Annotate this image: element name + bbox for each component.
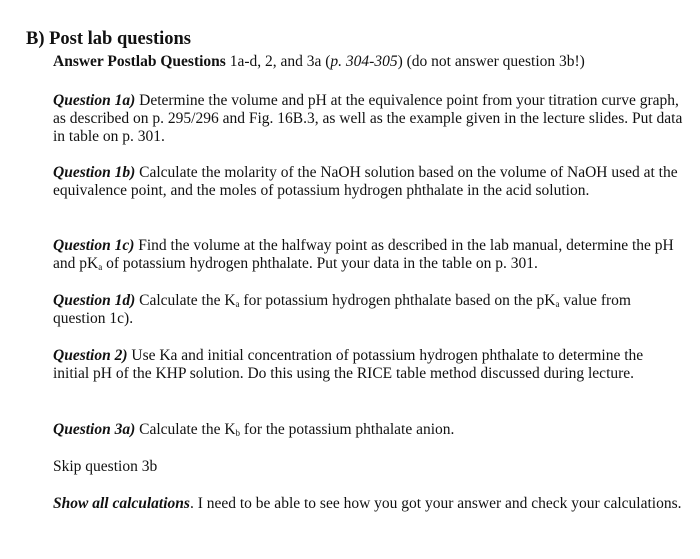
question-3a-label: Question 3a) <box>53 421 136 438</box>
question-3a <box>53 421 683 439</box>
question-1d-label: Question 1d) <box>53 292 136 309</box>
intro-page-ref: p. 304-305 <box>330 53 398 70</box>
question-1d <box>53 292 683 328</box>
question-1c <box>53 237 683 273</box>
question-3a-text-2: for the potassium phthalate anion. <box>240 421 455 438</box>
question-1a-text: Determine the volume and pH at the equivalence point from your titration curve graph, as described on p. 295/296 and Fig. 16B.3, as well as the example given in the lecture slides. Put data in table on p. 301. <box>53 92 683 145</box>
question-1d-subscript-1: a <box>235 299 240 309</box>
question-1b-label: Question 1b) <box>53 164 136 181</box>
question-3a-text-1: Calculate the K <box>135 421 236 438</box>
intro-text-1: 1a-d, 2, and 3a ( <box>225 53 331 70</box>
question-2 <box>53 347 683 383</box>
question-1c-text-1: Find the volume at the halfway point as described in the lab manual, determine the pH and pK <box>53 237 674 272</box>
question-3a-subscript: b <box>235 428 241 438</box>
question-1c-text-2: of potassium hydrogen phthalate. Put your data in the table on p. 301. <box>102 255 538 272</box>
intro-lead: Answer Postlab Questions <box>53 53 226 70</box>
footer-instruction <box>53 495 683 513</box>
intro-paragraph <box>53 53 683 71</box>
question-1a <box>53 92 683 146</box>
skip-note <box>53 458 683 476</box>
intro-text-2: ) (do not answer question 3b!) <box>397 53 585 70</box>
question-1c-label: Question 1c) <box>53 237 135 254</box>
question-2-label: Question 2) <box>53 347 128 364</box>
question-1d-text-1: Calculate the K <box>135 292 236 309</box>
question-2-text: Use Ka and initial concentration of potassium hydrogen phthalate to determine the initial pH of the KHP solution. Do this using the RICE table method discussed during lecture. <box>53 347 644 382</box>
question-1a-label: Question 1a) <box>53 92 136 109</box>
question-1b-text: Calculate the molarity of the NaOH solution based on the volume of NaOH used at the equivalence point, and the moles of potassium hydrogen phthalate in the acid solution. <box>53 164 678 199</box>
question-1c-subscript: a <box>98 262 103 272</box>
question-1d-text-2: for potassium hydrogen phthalate based on the pK <box>239 292 556 309</box>
skip-note-text: Skip question 3b <box>53 458 158 475</box>
question-1b <box>53 164 683 200</box>
question-1d-text-3: value from question 1c). <box>53 292 631 327</box>
footer-label: Show all calculations <box>53 495 190 512</box>
question-1d-subscript-2: a <box>555 299 560 309</box>
section-title: B) Post lab questions <box>26 29 191 49</box>
footer-text: . I need to be able to see how you got your answer and check your calculations. <box>189 495 682 512</box>
